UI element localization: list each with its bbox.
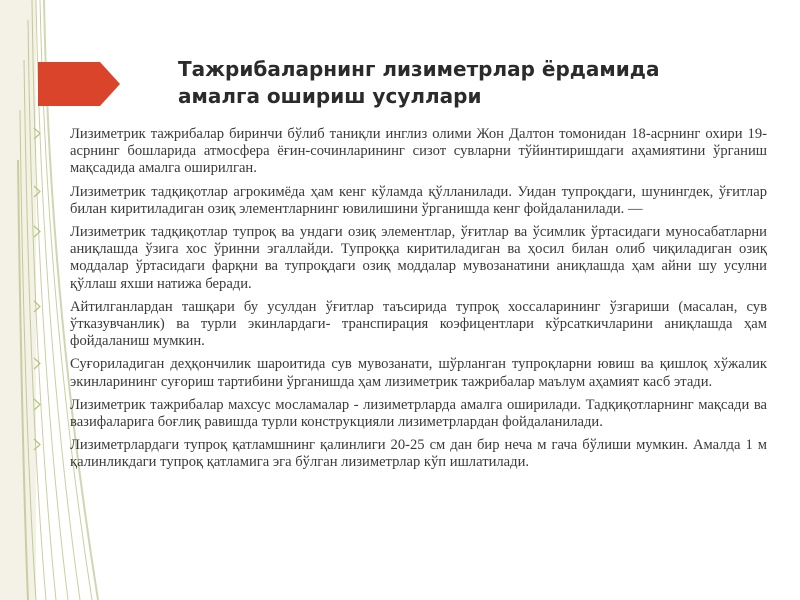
bullet-item xyxy=(70,356,767,390)
bullet-arrow-icon xyxy=(33,398,42,411)
bullet-item xyxy=(70,397,767,431)
bullet-arrow-icon xyxy=(33,357,42,370)
bullet-text: Лизиметрик тадқиқотлар агрокимёда ҳам кенг кўламда қўлланилади. Уидан тупроқдаги, шунингдек, ўғитлар билан киритиладиган озиқ элементларнинг ювилишини ўрганишда кенг фойдаланилади. — xyxy=(70,183,767,217)
bullet-arrow-icon xyxy=(33,438,42,451)
bullet-list xyxy=(70,126,767,478)
bullet-text: Лизиметрик тажрибалар биринчи бўлиб таниқли инглиз олими Жон Далтон томонидан 18-асрнинг охири 19-асрнинг бошларида атмосфера ёғин-сочинларининг сизот сувларни тўйинтиришдаги аҳамиятини ўрганиш мақсадида амалга оширилган. xyxy=(70,126,767,177)
bullet-arrow-icon xyxy=(33,127,42,140)
bullet-arrow-icon xyxy=(33,225,42,238)
bullet-item xyxy=(70,184,767,218)
bullet-item xyxy=(70,126,767,178)
bullet-text: Лизиметрлардаги тупроқ қатламшнинг қалинлиги 20-25 см дан бир неча м гача бўлиши мумкин. Амалда 1 м қалинликдаги тупроқ қатламига эга бўлган лизиметрлар кўп ишлатилади. xyxy=(70,437,767,471)
bullet-item xyxy=(70,437,767,471)
bullet-arrow-icon xyxy=(33,300,42,313)
bullet-text: Айтилганлардан ташқари бу усулдан ўғитлар таъсирида тупроқ хоссаларининг ўзгариши (масалан, сув ўтказувчанлик) ва турли экинлардаги- транспирация коэфицентлари кўрсаткичларини аниқлашда ҳам фойдаланиш мумкин. xyxy=(70,298,767,350)
slide-title: Тажрибаларнинг лизиметрлар ёрдамида амалга ошириш усуллари xyxy=(178,57,660,108)
bullet-text: Лизиметрик тажрибалар махсус мосламалар - лизиметрларда амалга оширилади. Тадқиқотларнинг мақсади ва вазифаларига боғлиқ равишда турли конструкцияли лизиметрлардан фойдаланилади. xyxy=(70,396,767,431)
bullet-arrow-icon xyxy=(33,185,42,198)
bullet-item xyxy=(70,224,767,293)
bullet-text: Лизиметрик тадқиқотлар тупроқ ва ундаги озиқ элементлар, ўғитлар ва ўсимлик ўртасидаги муносабатларни аниқлашда ўзига хос ўринни эгаллайди. Тупроққа киритиладиган ва ҳосил билан олиб чиқиладиган озиқ моддалар ўртасидаги фарқни ва тупроқдаги озиқ моддалар мувозанатини аниқлашда ҳам айни шу усулни қўллаш яхши натижа беради. xyxy=(70,224,767,292)
bullet-item xyxy=(70,299,767,351)
bullet-text: Суғориладиган деҳқончилик шароитида сув мувозанати, шўрланган тупроқларни ювиш ва қишлоқ хўжалик экинларининг суғориш тартибини ўрганишда ҳам лизиметрик тажрибалар маълум аҳамият касб этади. xyxy=(70,356,767,390)
title-accent-arrow xyxy=(38,62,120,106)
